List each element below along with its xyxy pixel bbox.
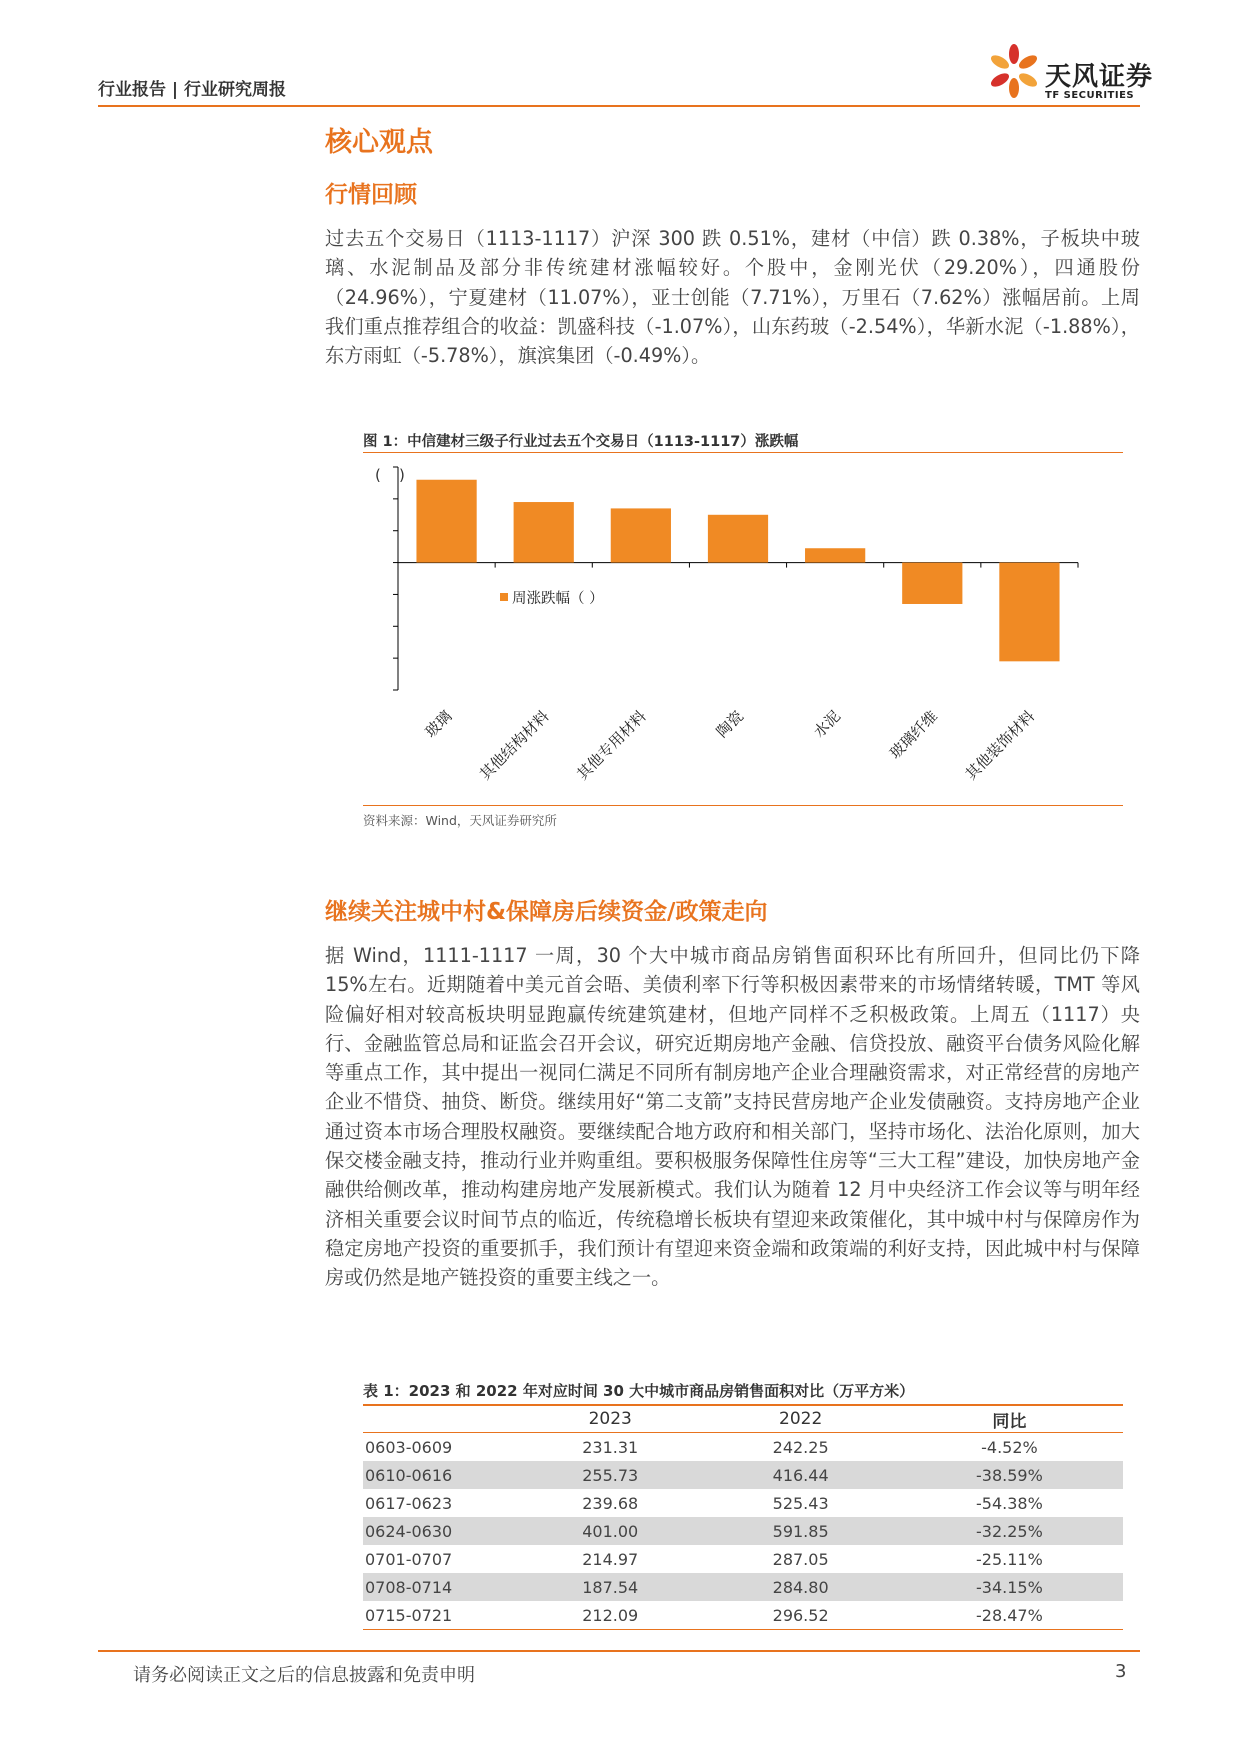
table-cell: 591.85 xyxy=(705,1517,895,1545)
table-cell: 255.73 xyxy=(515,1461,705,1489)
category-label: 陶瓷 xyxy=(712,707,747,742)
table-cell: 0603-0609 xyxy=(365,1437,453,1457)
table-cell: -32.25% xyxy=(896,1517,1123,1545)
figure-title: 图 1：中信建材三级子行业过去五个交易日（1113-1117）涨跌幅 xyxy=(363,434,799,450)
market-review-paragraph xyxy=(325,224,1140,370)
table-row xyxy=(363,1433,1123,1462)
sales-area-table xyxy=(363,1404,1123,1630)
legend-swatch xyxy=(500,593,508,601)
bar xyxy=(708,515,768,563)
table-cell: 416.44 xyxy=(705,1461,895,1489)
policy-heading: 继续关注城中村&保障房后续资金/政策走向 xyxy=(325,899,768,925)
table-cell: 242.25 xyxy=(772,1437,829,1457)
policy-paragraph xyxy=(325,941,1140,1293)
table-cell: -28.47% xyxy=(896,1601,1123,1630)
core-view-heading: 核心观点 xyxy=(325,127,433,158)
page-number: 3 xyxy=(1115,1661,1127,1682)
footer-divider xyxy=(98,1650,1140,1652)
unit-label-close: ) xyxy=(399,466,405,484)
table-cell: 212.09 xyxy=(515,1601,705,1630)
table-cell: 284.80 xyxy=(705,1573,895,1601)
bar xyxy=(611,508,671,562)
table-cell: 0617-0623 xyxy=(365,1493,453,1513)
table-row xyxy=(363,1517,1123,1545)
table-row xyxy=(363,1461,1123,1489)
table-header-cell xyxy=(363,1405,515,1433)
table-cell: 0715-0721 xyxy=(363,1601,515,1630)
table-cell: 0708-0714 xyxy=(363,1573,515,1601)
table-row xyxy=(363,1601,1123,1630)
bar xyxy=(999,563,1059,662)
table-cell: 401.00 xyxy=(515,1517,705,1545)
table-cell: -34.15% xyxy=(896,1573,1123,1601)
brand-name-en: TF SECURITIES xyxy=(1045,90,1135,101)
category-label: 其他专用材料 xyxy=(573,707,650,784)
table-header-cell: 2023 xyxy=(515,1405,705,1433)
bar xyxy=(416,480,476,563)
table-cell: -4.52% xyxy=(981,1437,1038,1457)
legend-label: 周涨跌幅（ ） xyxy=(512,591,604,607)
table-cell: 296.52 xyxy=(705,1601,895,1630)
table-cell: 287.05 xyxy=(772,1549,829,1569)
figure-source: 资料来源：Wind，天风证券研究所 xyxy=(363,813,557,828)
table-row xyxy=(363,1489,1123,1517)
table-cell: -38.59% xyxy=(896,1461,1123,1489)
figure-bottom-rule xyxy=(363,805,1123,806)
table-row xyxy=(363,1545,1123,1573)
report-type: 行业报告 | 行业研究周报 xyxy=(98,80,287,100)
category-label: 玻璃纤维 xyxy=(885,707,942,763)
category-label: 玻璃 xyxy=(421,707,456,742)
category-label: 其他装饰材料 xyxy=(961,707,1039,784)
bar-chart xyxy=(363,455,1123,800)
figure-top-rule xyxy=(363,452,1123,453)
bar xyxy=(805,548,865,562)
table-title: 表 1：2023 和 2022 年对应时间 30 大中城市商品房销售面积对比（万平方米） xyxy=(363,1382,915,1400)
header-divider xyxy=(98,105,1140,107)
market-review-text: 过去五个交易日（1113-1117）沪深 300 跌 0.51%，建材（中信）跌 0.38%，子板块中玻璃、水泥制品及部分非传统建材涨幅较好。个股中，金刚光伏（29.20%），四通股份（24.96%），宁夏建材（11.07%），亚士创能（7.71%），万里石（7.62%）涨幅居前。上周我们重点推荐组合的收益：凯盛科技（-1.07%），山东药玻（-2.54%），华新水泥（-1.88%），东方雨虹（-5.78%），旗滨集团（-0.49%）。 xyxy=(325,227,1140,368)
table-cell: -54.38% xyxy=(976,1493,1043,1513)
table-header-cell: 同比 xyxy=(896,1405,1123,1433)
table-header-row xyxy=(363,1405,1123,1433)
market-review-heading: 行情回顾 xyxy=(325,182,417,208)
table-cell: 0624-0630 xyxy=(363,1517,515,1545)
table-cell: -25.11% xyxy=(976,1549,1043,1569)
table-cell: 0701-0707 xyxy=(365,1549,453,1569)
category-label: 水泥 xyxy=(810,707,844,742)
category-label: 其他结构材料 xyxy=(476,707,553,784)
footer-disclaimer[interactable]: 请务必阅读正文之后的信息披露和免责申明 xyxy=(133,1665,475,1686)
table-row xyxy=(363,1573,1123,1601)
unit-label-open: ( xyxy=(375,466,381,484)
table-cell: 231.31 xyxy=(582,1437,639,1457)
bar xyxy=(514,502,574,563)
table-cell: 214.97 xyxy=(582,1549,639,1569)
table-cell: 0610-0616 xyxy=(363,1461,515,1489)
brand-name: 天风证券 xyxy=(1045,62,1154,92)
policy-text: 据 Wind，1111-1117 一周，30 个大中城市商品房销售面积环比有所回升，但同比仍下降 15%左右。近期随着中美元首会晤、美债利率下行等积极因素带来的市场情绪转暖，TMT 等风险偏好相对较高板块明显跑赢传统建筑建材，但地产同样不乏积极政策。上周五（1117）央行、金融监管总局和证监会召开会议，研究近期房地产金融、信贷投放、融资平台债务风险化解等重点工作，其中提出一视同仁满足不同所有制房地产企业合理融资需求，对正常经营的房地产企业不惜贷、抽贷、断贷。继续用好“第二支箭”支持民营房地产企业发债融资。支持房地产企业通过资本市场合理股权融资。要继续配合地方政府和相关部门，坚持市场化、法治化原则，加大保交楼金融支持，推动行业并购重组。要积极服务保障性住房等“三大工程”建设，加快房地产金融供给侧改革，推动构建房地产发展新模式。我们认为随着 12 月中央经济工作会议等与明年经济相关重要会议时间节点的临近，传统稳增长板块有望迎来政策催化，其中城中村与保障房作为稳定房地产投资的重要抓手，我们预计有望迎来资金端和政策端的利好支持，因此城中村与保障房或仍然是地产链投资的重要主线之一。 xyxy=(325,944,1140,1290)
table-cell: 187.54 xyxy=(515,1573,705,1601)
table-cell: 239.68 xyxy=(582,1493,639,1513)
table-cell: 525.43 xyxy=(772,1493,829,1513)
table-header-cell: 2022 xyxy=(705,1405,895,1433)
bar xyxy=(902,563,962,604)
